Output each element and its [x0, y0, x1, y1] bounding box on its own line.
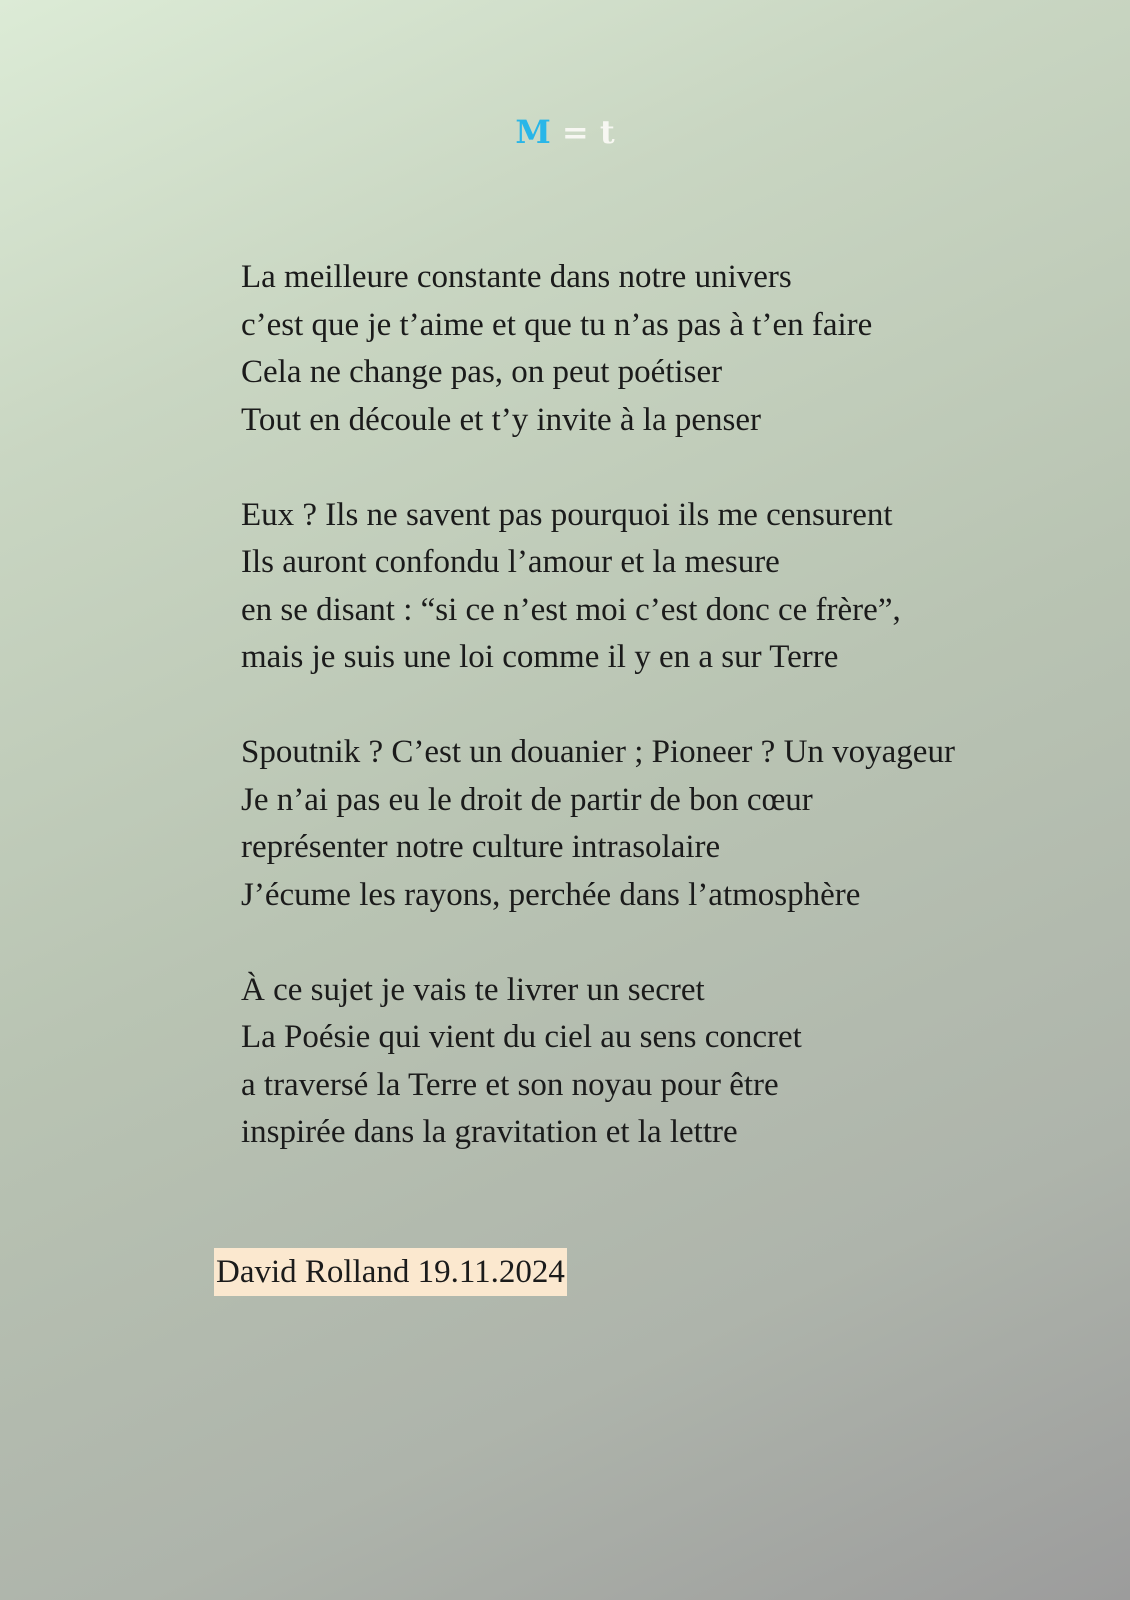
poem-line: Spoutnik ? C’est un douanier ; Pioneer ? Un voyageur — [241, 734, 955, 770]
poem-line: À ce sujet je vais te livrer un secret — [241, 971, 705, 1008]
poem-line: représenter notre culture intrasolaire — [241, 829, 721, 865]
poem-line: inspirée dans la gravitation et la lettre — [241, 1114, 738, 1150]
poem-line: J’écume les rayons, perchée dans l’atmosphère — [241, 876, 861, 913]
title-m: M — [515, 113, 551, 151]
poem-line: c’est que je t’aime et que tu n’as pas à t’en faire — [241, 306, 873, 343]
poem-body — [241, 254, 1101, 1204]
stanza-1 — [241, 254, 1101, 444]
poem-line: a traversé la Terre et son noyau pour être — [241, 1066, 779, 1103]
title-equals-t: = t — [550, 113, 615, 151]
poem-line: mais je suis une loi comme il y en a sur Terre — [241, 639, 839, 675]
poem-line: La Poésie qui vient du ciel au sens concret — [241, 1019, 802, 1055]
poem-line: Cela ne change pas, on peut poétiser — [241, 354, 723, 390]
stanza-4 — [241, 967, 1101, 1157]
poem-line: Ils auront confondu l’amour et la mesure — [241, 544, 780, 580]
poem-line: La meilleure constante dans notre univers — [241, 259, 792, 295]
stanza-3 — [241, 729, 1101, 919]
poem-title — [0, 112, 1130, 152]
poem-line: Eux ? Ils ne savent pas pourquoi ils me censurent — [241, 496, 893, 533]
poem-line: Je n’ai pas eu le droit de partir de bon cœur — [241, 781, 813, 818]
author-signature: David Rolland 19.11.2024 — [214, 1248, 567, 1296]
poem-line: Tout en découle et t’y invite à la penser — [241, 401, 761, 438]
stanza-2 — [241, 492, 1101, 682]
poem-line: en se disant : “si ce n’est moi c’est donc ce frère”, — [241, 591, 901, 628]
